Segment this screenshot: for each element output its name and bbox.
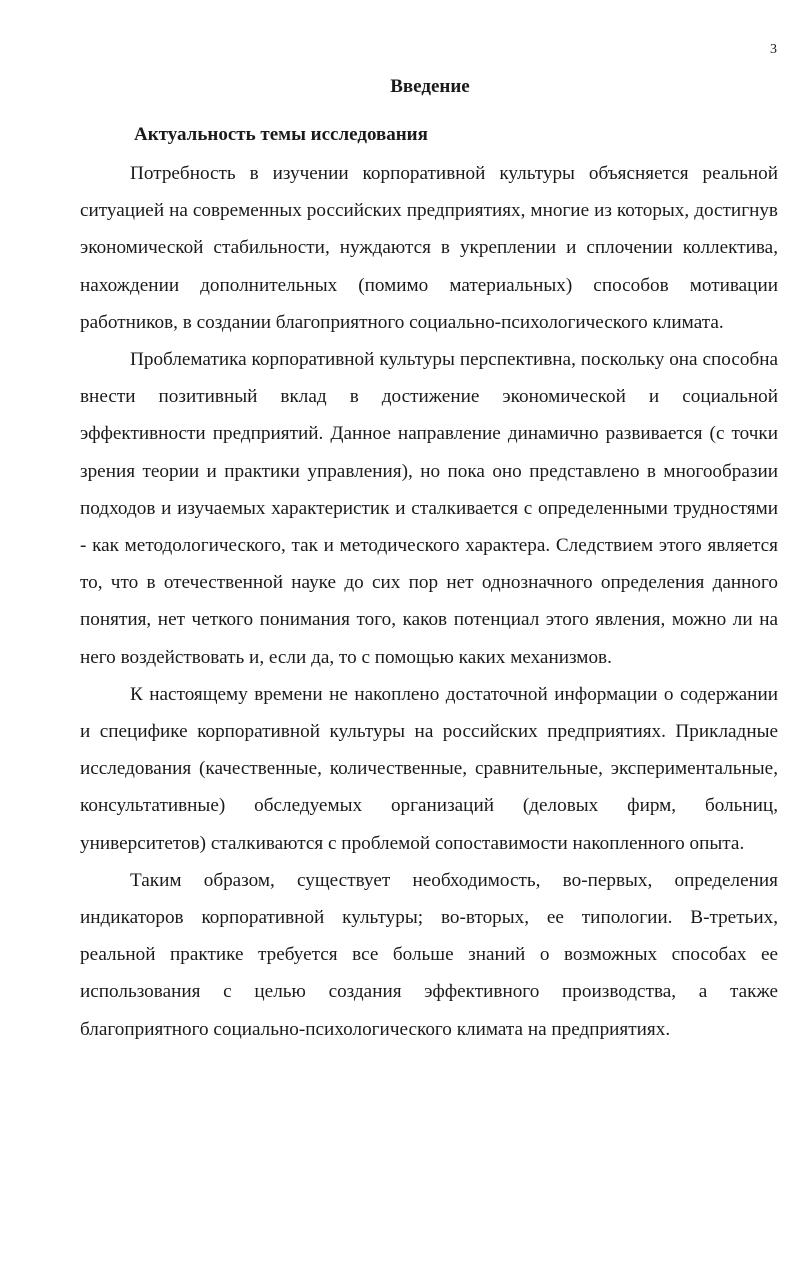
paragraph-2: Проблематика корпоративной культуры перспективна, поскольку она способна внести позитивный вклад в достижение экономической и социальной эффективности предприятий. Данное направление динамично развивается (с точки зрения теории и практики управления), но пока оно представлено в многообразии подходов и изучаемых характеристик и сталкивается с определенными трудностями - как методологического, так и методического характера. Следствием этого является то, что в отечественной науке до сих пор нет однозначного определения данного понятия, нет четкого понимания того, каков потенциал этого явления, можно ли на него воздействовать и, если да, то с помощью каких механизмов. [80, 349, 778, 668]
document-body [80, 155, 778, 1048]
page-number: 3 [770, 42, 777, 57]
paragraph-3: К настоящему времени не накоплено достаточной информации о содержании и специфике корпоративной культуры на российских предприятиях. Прикладные исследования (качественные, количественные, сравнительные, экспериментальные, консультативные) обследуемых организаций (деловых фирм, больниц, университетов) сталкиваются с проблемой сопоставимости накопленного опыта. [80, 683, 778, 854]
paragraph-4: Таким образом, существует необходимость, во-первых, определения индикаторов корпоративной культуры; во-вторых, ее типологии. В-третьих, реальной практике требуется все больше знаний о возможных способах ее использования с целью создания эффективного производства, а также благоприятного социально-психологического климата на предприятиях. [80, 869, 778, 1040]
section-subtitle: Актуальность темы исследования [134, 124, 428, 145]
page-title: Введение [390, 76, 470, 97]
paragraph-1: Потребность в изучении корпоративной культуры объясняется реальной ситуацией на современных российских предприятиях, многие из которых, достигнув экономической стабильности, нуждаются в укреплении и сплочении коллектива, нахождении дополнительных (помимо материальных) способов мотивации работников, в создании благоприятного социально-психологического климата. [80, 163, 778, 333]
